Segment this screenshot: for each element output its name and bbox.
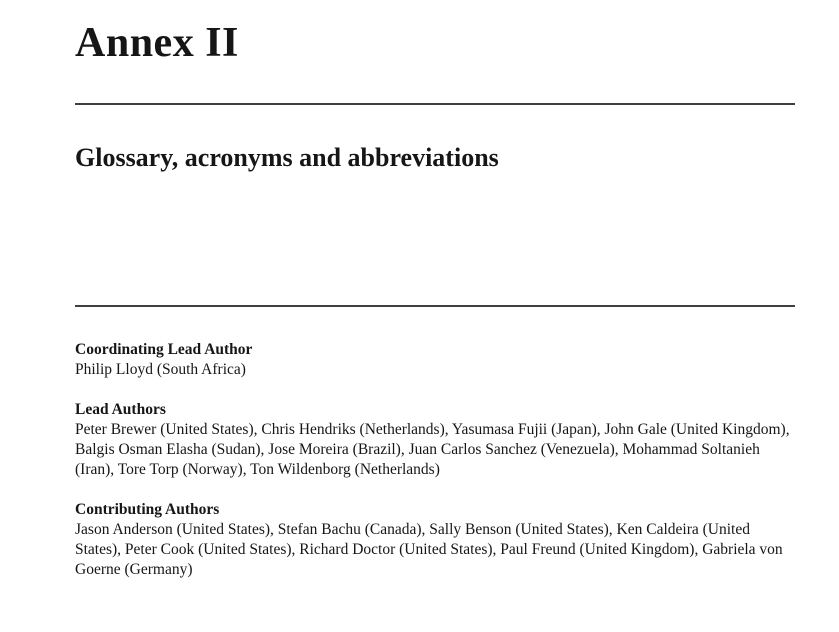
bottom-divider-rule — [75, 305, 795, 307]
lead-authors-names: Peter Brewer (United States), Chris Hendriks (Netherlands), Yasumasa Fujii (Japan), John Gale (United Kingdom), Balgis Osman Elasha (Sudan), Jose Moreira (Brazil), Juan Carlos Sanchez (Venezuela), Mohammad Soltanieh (Iran), Tore Torp (Norway), Ton Wildenborg (Netherlands) — [75, 420, 790, 478]
coordinating-lead-author-heading: Coordinating Lead Author — [75, 340, 253, 358]
contributing-authors-names: Jason Anderson (United States), Stefan Bachu (Canada), Sally Benson (United States), Ken Caldeira (United States), Peter Cook (United States), Richard Doctor (United States), Paul Freund (United Kingdom), Gabriela von Goerne (Germany) — [75, 520, 783, 578]
authors-block — [75, 340, 795, 580]
page-title: Glossary, acronyms and abbreviations — [75, 143, 499, 173]
contributing-authors-section — [75, 500, 795, 580]
coordinating-lead-author-section — [75, 340, 795, 380]
annex-heading: Annex II — [75, 20, 239, 66]
coordinating-lead-author-names: Philip Lloyd (South Africa) — [75, 360, 246, 378]
lead-authors-section — [75, 400, 795, 480]
contributing-authors-heading: Contributing Authors — [75, 500, 220, 518]
lead-authors-heading: Lead Authors — [75, 400, 166, 418]
top-divider-rule — [75, 103, 795, 105]
